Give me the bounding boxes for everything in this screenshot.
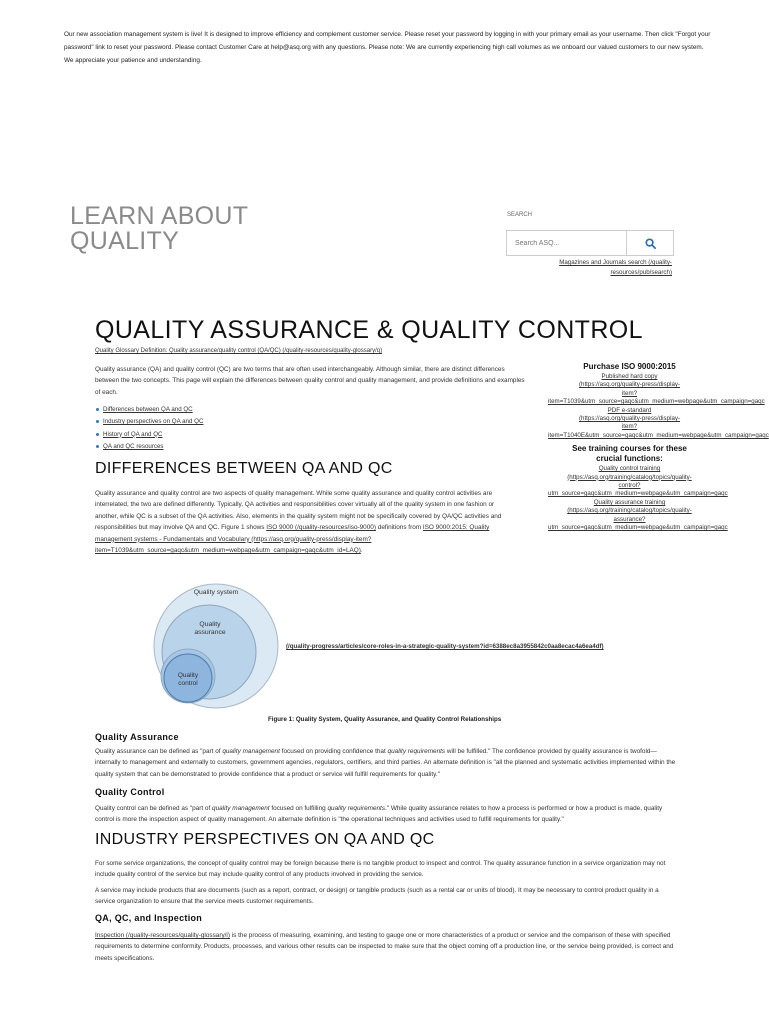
- search-icon: [645, 238, 656, 249]
- search-button[interactable]: [626, 231, 673, 255]
- page-title: QUALITY ASSURANCE & QUALITY CONTROL: [95, 316, 643, 344]
- hard-copy-link[interactable]: Published hard copy (https://asq.org/quality-press/display- item? item=T1039&utm_source=gaqc&utm_medium=webpage&utm_campaign=gaqc: [548, 373, 765, 406]
- pdf-estandard-link[interactable]: PDF e-standard (https://asq.org/quality-press/display- item? item=T1040E&utm_source=gaqc&utm_medium=webpage&utm_campaign=gaqc: [548, 406, 769, 439]
- industry-paragraph-2: A service may include products that are documents (such as a report, contract, or design) or tangible products (such as a rental car or units of blood). It may be necessary to control product quality in a service organization to ensure that the service meets customer requirements.: [95, 887, 659, 906]
- figure-label-middle-1: Quality: [199, 621, 221, 628]
- quality-assurance-heading: Quality Assurance: [95, 732, 179, 742]
- toc-item: [103, 416, 203, 428]
- figure-label-middle-2: assurance: [194, 629, 226, 636]
- figure-label-inner-1: Quality: [177, 672, 199, 679]
- quality-control-heading: Quality Control: [95, 787, 165, 797]
- search-label: SEARCH: [507, 212, 533, 218]
- inspection-heading: QA, QC, and Inspection: [95, 913, 203, 923]
- quality-relationships-figure: [152, 580, 284, 714]
- iso-9000-link[interactable]: ISO 9000 (/quality-resources/iso-9000): [266, 524, 376, 532]
- search-input[interactable]: [507, 231, 626, 255]
- inspection-link[interactable]: Inspection (/quality-resources/quality-glossary/i): [95, 932, 230, 939]
- differences-heading: DIFFERENCES BETWEEN QA AND QC: [95, 460, 393, 477]
- toc-link-resources[interactable]: QA and QC resources: [103, 442, 164, 450]
- magazines-search-link[interactable]: Magazines and Journals search (/quality-resources/pub/search): [559, 259, 672, 276]
- differences-paragraph: Quality assurance and quality control are two aspects of quality management. While some quality assurance and quality control activities are interrelated, the two are defined differently. Typically, QA activities and responsibilities cover virtually all of the quality system in one fashion or another, while QC is a subset of the QA activities. Also, elements in the quality system might not be specifically covered by QA/QC activities and responsibilities but may involve QA and QC. Figure 1 shows ISO 9000 (/quality-resources/iso-9000) definitions from ISO 9000:2015: Quality management systems - Fundamentals and Vocabulary (https://asq.org/quality-press/display-item?item=T1039&utm_source=gaqc&utm_medium=webpage&utm_campaign=gaqc&utm_id=LAQ).: [95, 490, 502, 555]
- inspection-paragraph: Inspection (/quality-resources/quality-glossary/i) is the process of measuring, examining, and testing to gauge one or more characteristics of a product or service and the comparison of these with specified requirements to determine conformity. Products, processes, and various other results can be inspected to make sure that the object coming off a production line, or the service being provided, is correct and meets specifications.: [95, 932, 674, 962]
- glossary-definition-link[interactable]: Quality Glossary Definition: Quality assurance/quality control (QA/QC) (/quality-resources/quality-glossary/q): [95, 348, 383, 354]
- toc-link-differences[interactable]: Differences between QA and QC: [103, 406, 193, 413]
- toc-link-industry[interactable]: Industry perspectives on QA and QC: [103, 418, 204, 426]
- figure-label-inner-2: control: [178, 680, 198, 687]
- training-heading: See training courses for these crucial functions:: [572, 444, 687, 464]
- quality-assurance-paragraph: Quality assurance can be defined as "part of quality management focused on providing confidence that quality requirements will be fulfilled." The confidence provided by quality assurance is twofold—internally to management and externally to customers, government agencies, regulators, certifiers, and third parties. An alternate definition is "all the planned and systematic activities implemented within the quality system that can be demonstrated to provide confidence that a product or service will fulfill requirements for quality.": [95, 748, 676, 778]
- figure-label-outer: Quality system: [193, 589, 239, 596]
- industry-paragraph-1: For some service organizations, the concept of quality control may be foreign because there is no tangible product to inspect and control. The quality assurance function in a service organization may not include quality control of the service but may include quality control of any products involved in providing the service.: [95, 860, 666, 879]
- announcement-banner: Our new association management system is live! It is designed to improve efficiency and complement customer service. Please reset your password by logging in with your primary email as your username. Then click "Forgot your password" link to reset your password. Please contact Customer Care at help@asq.org with any questions. Please note: We are currently experiencing high call volumes as we onboard our valued customers to our new system. We appreciate your patience and understanding.: [64, 31, 711, 64]
- sidebar: [548, 362, 769, 533]
- toc-item: [103, 441, 203, 453]
- search-box: [506, 230, 674, 256]
- section-title: LEARN ABOUT QUALITY: [70, 202, 248, 255]
- qc-training-link[interactable]: Quality control training (https://asq.org/training/catalog/topics/quality- control? utm_source=gaqc&utm_medium=webpage&utm_campaign=gaqc: [548, 465, 728, 498]
- intro-paragraph: Quality assurance (QA) and quality control (QC) are two terms that are often used interchangeably. Although similar, there are distinct differences between the two concepts. This page will explain the differences between quality control and quality management, and provide definitions and examples of each.: [95, 366, 525, 396]
- figure-article-link[interactable]: (/quality-progress/articles/core-roles-in-a-strategic-quality-system?id=6388ec8a3955842c0aa8ecac4a6ea4df): [286, 643, 604, 650]
- toc-item: [103, 404, 203, 416]
- quality-control-paragraph: Quality control can be defined as "part of quality management focused on fulfilling quality requirements." While quality assurance relates to how a process is performed or how a product is made, quality control is more the inspection aspect of quality management. An alternate definition is "the operational techniques and activities used to fulfill requirements for quality.": [95, 805, 663, 824]
- qa-training-link[interactable]: Quality assurance training (https://asq.org/training/catalog/topics/quality- assurance? utm_source=gaqc&utm_medium=webpage&utm_campaign=gaqc: [548, 498, 728, 532]
- toc-item: [103, 429, 203, 441]
- figure-caption: Figure 1: Quality System, Quality Assurance, and Quality Control Relationships: [268, 716, 502, 723]
- toc-link-history[interactable]: History of QA and QC: [103, 430, 163, 438]
- table-of-contents: [95, 404, 203, 453]
- iso-9000-2015-link[interactable]: ISO 9000:2015: Quality management systems - Fundamentals and Vocabulary (https://asq.org/quality-press/display-item?item=T1039&utm_source=gaqc&utm_medium=webpage&utm_campaign=gaqc&utm_id=LAQ): [95, 524, 490, 555]
- industry-heading: INDUSTRY PERSPECTIVES ON QA AND QC: [95, 831, 435, 848]
- purchase-heading: Purchase ISO 9000:2015: [583, 362, 676, 371]
